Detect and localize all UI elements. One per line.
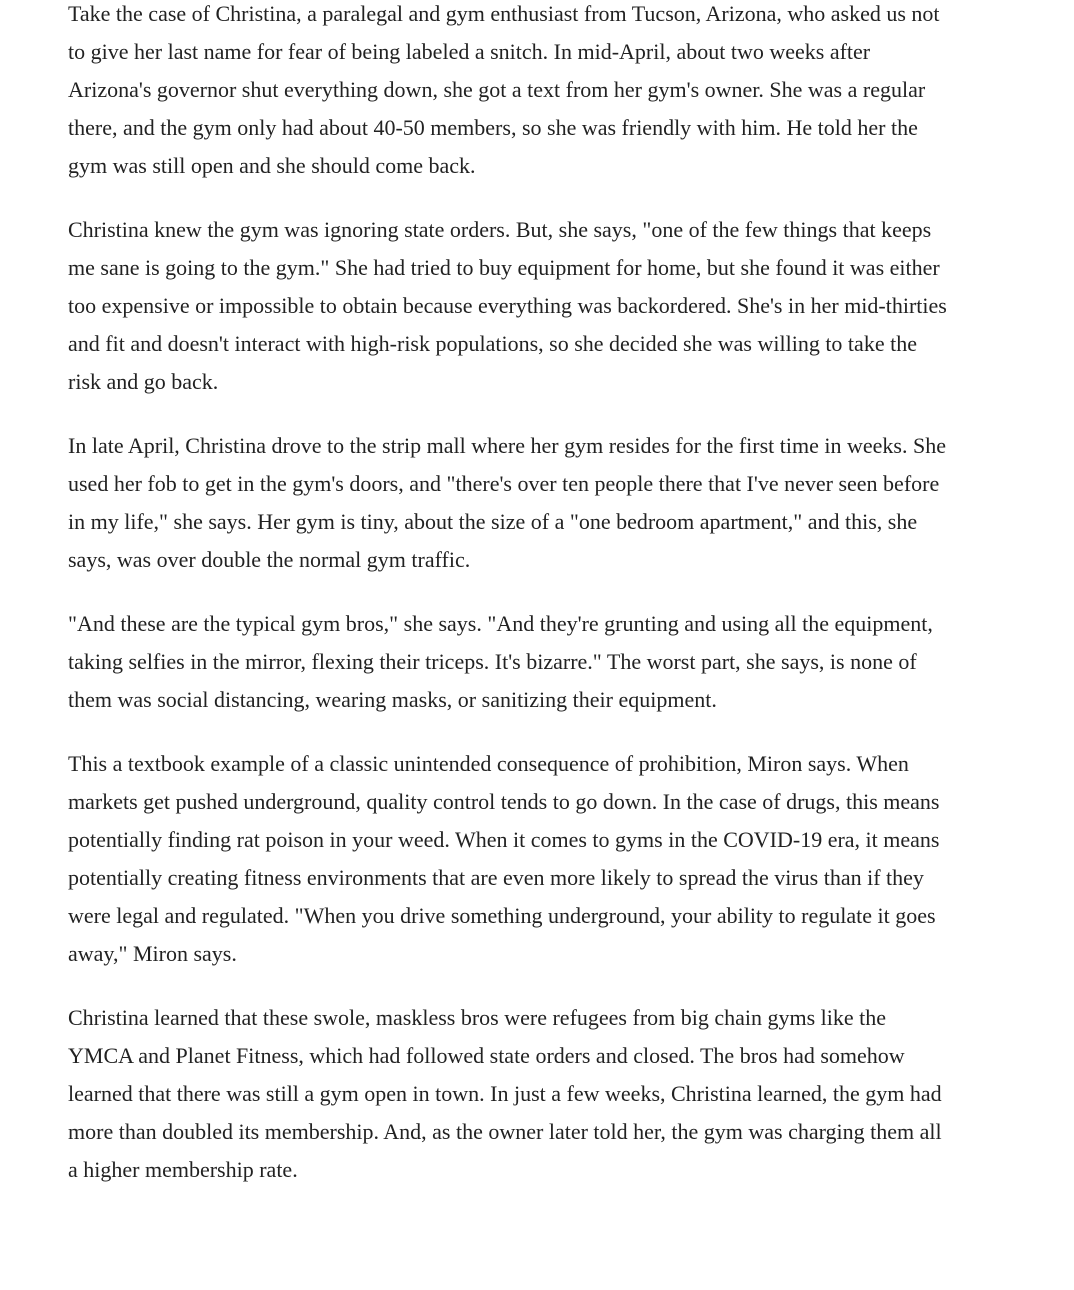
paragraph-3: In late April, Christina drove to the strip mall where her gym resides for the first time in weeks. She used her fob to get in the gym's doors, and "there's over ten people there that I've never seen before in my life," she says. Her gym is tiny, about the size of a "one bedroom apartment," and this, she says, was over double the normal gym traffic. [68, 433, 946, 572]
paragraph-4: "And these are the typical gym bros," she says. "And they're grunting and using all the equipment, taking selfies in the mirror, flexing their triceps. It's bizarre." The worst part, she says, is none of them was social distancing, wearing masks, or sanitizing their equipment. [68, 611, 933, 712]
paragraph-6: Christina learned that these swole, maskless bros were refugees from big chain gyms like the YMCA and Planet Fitness, which had followed state orders and closed. The bros had somehow learned that there was still a gym open in town. In just a few weeks, Christina learned, the gym had more than doubled its membership. And, as the owner later told her, the gym was charging them all a higher membership rate. [68, 1005, 942, 1182]
paragraph-5: This a textbook example of a classic unintended consequence of prohibition, Miron says. When markets get pushed underground, quality control tends to go down. In the case of drugs, this means potentially finding rat poison in your weed. When it comes to gyms in the COVID-19 era, it means potentially creating fitness environments that are even more likely to spread the virus than if they were legal and regulated. "When you drive something underground, your ability to regulate it goes away," Miron says. [68, 751, 940, 966]
article-body [68, 0, 948, 1215]
paragraph-2: Christina knew the gym was ignoring state orders. But, she says, "one of the few things that keeps me sane is going to the gym." She had tried to buy equipment for home, but she found it was either too expensive or impossible to obtain because everything was backordered. She's in her mid-thirties and fit and doesn't interact with high-risk populations, so she decided she was willing to take the risk and go back. [68, 217, 947, 394]
paragraph-1: Take the case of Christina, a paralegal and gym enthusiast from Tucson, Arizona, who asked us not to give her last name for fear of being labeled a snitch. In mid-April, about two weeks after Arizona's governor shut everything down, she got a text from her gym's owner. She was a regular there, and the gym only had about 40-50 members, so she was friendly with him. He told her the gym was still open and she should come back. [68, 1, 940, 178]
